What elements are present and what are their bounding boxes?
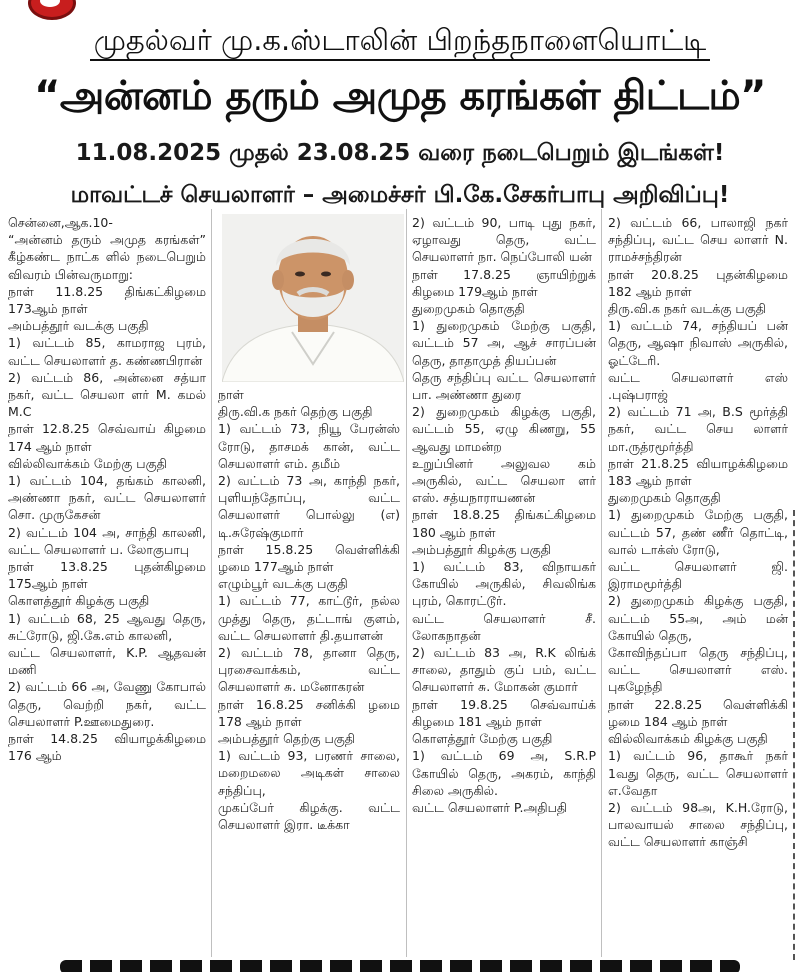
- article-paragraph: அம்பத்தூர் தெற்கு பகுதி: [218, 731, 356, 747]
- article-paragraph: 1) வட்டம் 93, பரணர் சாலை, மறைமலை அடிகள் சாலை சந்திப்பு,: [218, 748, 400, 798]
- article-paragraph: நாள் 16.8.25 சனிக்கி ழமை 178 ஆம் நாள்: [218, 696, 400, 729]
- minister-photo: [222, 214, 404, 382]
- article-paragraph: துறைமுகம் தொகுதி: [412, 301, 525, 317]
- article-paragraph: “அன்னம் தரும் அமுத கரங்கள்” கீழ்கண்ட நாட்க ளில் நடைபெறும் விவரம் பின்வருமாறு:: [8, 232, 206, 282]
- article-paragraph: 2) வட்டம் 104 அ, சாந்தி காலனி, வட்ட செயலாளர் ப. லோகுபாபு: [8, 524, 206, 557]
- article-paragraph: 1) வட்டம் 77, காட்டூர், நல்ல முத்து தெரு, தட்டாங் குளம், வட்ட செயலாளர் தி.தயாளன்: [218, 593, 400, 643]
- article-paragraph: 1) வட்டம் 96, தாகூர் நகர் 1வது தெரு, வட்ட செயலாளர் எ.வேதா: [608, 748, 788, 798]
- article-paragraph: வட்ட செயலாளர் எஸ் .புஷ்பராஜ்: [608, 369, 788, 403]
- article-paragraph: 2) வட்டம் 90, பாடி புது நகர், ஏழாவது தெரு, வட்ட செயலாளர் நா. நெப்போலி யன்: [412, 215, 596, 265]
- article-paragraph: வட்ட செயலாளர் ஜி. இராமமூர்த்தி: [608, 559, 788, 592]
- article-paragraph: கொளத்தூர் மேற்கு பகுதி: [412, 731, 553, 747]
- article-paragraph: நாள் 11.8.25 திங்கட்கிழமை 173ஆம் நாள்: [8, 283, 206, 317]
- masthead-logo: [28, 0, 76, 20]
- column-rule: [211, 209, 212, 957]
- article-paragraph: 2) துறைமுகம் கிழக்கு பகுதி, வட்டம் 55, ஏழு கிணறு, 55 ஆவது மாமன்ற: [412, 404, 596, 454]
- article-paragraph: நாள் 21.8.25 வியாழக்கிழமை 183 ஆம் நாள்: [608, 455, 788, 489]
- article-paragraph: தெரு சந்திப்பு வட்ட செயலாளர் பா. அண்ணா துரை: [412, 369, 596, 403]
- subheadline-announcement: மாவட்டச் செயலாளர் – அமைச்சர் பி.கே.சேகர்பாபு அறிவிப்பு!: [70, 182, 730, 208]
- article-paragraph: 2) வட்டம் 83 அ, R.K லிங்க் சாலை, தாதும் குப் பம், வட்ட செயலாளர் சு. மோகன் குமார்: [412, 645, 596, 695]
- article-paragraph: திரு.வி.க நகர் வடக்கு பகுதி: [608, 301, 766, 317]
- article-paragraph: நாள் 13.8.25 புதன்கிழமை 175ஆம் நாள்: [8, 559, 206, 592]
- column-rule: [406, 209, 407, 957]
- headline: “அன்னம் தரும் அமுத கரங்கள் திட்டம்”: [34, 73, 766, 119]
- article-paragraph: நாள் 17.8.25 ஞாயிற்றுக் கிழமை 179ஆம் நாள்: [412, 266, 596, 299]
- article-paragraph: 1) துறைமுகம் மேற்கு பகுதி, வட்டம் 57, தண் ணீர் தொட்டி, வால் டாக்ஸ் ரோடு,: [608, 507, 788, 557]
- article-paragraph: நாள் 18.8.25 திங்கட்கிழமை 180 ஆம் நாள்: [412, 507, 596, 540]
- article-paragraph: 2) வட்டம் 66, பாலாஜி நகர் சந்திப்பு, வட்ட செய லாளர் N. ராமச்சந்திரன்: [608, 215, 788, 265]
- article-paragraph: நாள் 22.8.25 வெள்ளிக்கி ழமை 184 ஆம் நாள்: [608, 696, 788, 729]
- article-column-1: [8, 214, 206, 765]
- subheadline-dates: 11.08.2025 முதல் 23.08.25 வரை நடைபெறும் இடங்கள்!: [75, 140, 725, 166]
- article-paragraph: 1) வட்டம் 69 அ, S.R.P கோயில் தெரு, அகரம், காந்தி சிலை அருகில்.: [412, 748, 596, 798]
- article-column-2: [218, 386, 400, 833]
- article-paragraph: நாள் 20.8.25 புதன்கிழமை 182 ஆம் நாள்: [608, 266, 788, 299]
- article-paragraph: நாள்: [218, 387, 244, 402]
- article-paragraph: நாள் 14.8.25 வியாழக்கிழமை 176 ஆம்: [8, 731, 206, 764]
- article-paragraph: அம்பத்தூர் வடக்கு பகுதி: [8, 318, 149, 334]
- article-paragraph: 2) வட்டம் 71 அ, B.S மூர்த்தி நகர், வட்ட செய லாளர் மா.ருத்ரமூர்த்தி: [608, 404, 788, 454]
- article-paragraph: சென்னை,ஆக.10-: [8, 215, 113, 230]
- article-paragraph: அம்பத்தூர் கிழக்கு பகுதி: [412, 541, 551, 557]
- article-paragraph: 2) துறைமுகம் கிழக்கு பகுதி, வட்டம் 55அ, அம் மன் கோயில் தெரு,: [608, 593, 788, 643]
- article-paragraph: 1) துறைமுகம் மேற்கு பகுதி, வட்டம் 57 அ, ஆச் சாரப்பன் தெரு, தாதாமுத் தியப்பன்: [412, 318, 596, 368]
- article-paragraph: நாள் 12.8.25 செவ்வாய் கிழமை 174 ஆம் நாள்: [8, 421, 206, 454]
- article-paragraph: கோவிந்தப்பா தெரு சந்திப்பு, வட்ட செயலாளர் எஸ். புகழேந்தி: [608, 645, 788, 695]
- article-paragraph: வில்லிவாக்கம் கிழக்கு பகுதி: [608, 731, 768, 747]
- article-paragraph: 2) வட்டம் 78, தானா தெரு, புரசைவாக்கம், வட்ட செயலாளர் சு. மனோகரன்: [218, 645, 400, 695]
- article-paragraph: 2) வட்டம் 98அ, K.H.ரோடு, பாலவாயல் சாலை சந்திப்பு, வட்ட செயலாளர் காஞ்சி: [608, 799, 788, 850]
- column-rule: [601, 209, 602, 957]
- kicker-line: முதல்வர் மு.க.ஸ்டாலின் பிறந்தநாளையொட்டி: [0, 22, 800, 58]
- article-paragraph: வில்லிவாக்கம் மேற்கு பகுதி: [8, 455, 167, 471]
- article-paragraph: 1) வட்டம் 104, தங்கம் காலனி, அண்ணா நகர், வட்ட செயலாளர் சொ. முருகேசன்: [8, 473, 206, 523]
- article-column-3: [412, 214, 596, 816]
- article-paragraph: 1) வட்டம் 85, காமராஜ புரம், வட்ட செயலாளர் த. கண்ணபிரான்: [8, 335, 206, 368]
- article-paragraph: 1) வட்டம் 74, சந்தியப் பன் தெரு, ஆஷா நிவாஸ் அருகில், ஓட்டேரி.: [608, 318, 788, 368]
- article-paragraph: திரு.வி.க நகர் தெற்கு பகுதி: [218, 404, 373, 420]
- article-paragraph: உறுப்பினர் அலுவல கம் அருகில், வட்ட செயலா ளர் எஸ். சத்யநாராயணன்: [412, 455, 596, 506]
- article-paragraph: நாள் 19.8.25 செவ்வாய்க் கிழமை 181 ஆம் நாள்: [412, 696, 596, 729]
- article-paragraph: எழும்பூர் வடக்கு பகுதி: [218, 576, 348, 592]
- cut-line: [793, 510, 795, 960]
- article-paragraph: நாள் 15.8.25 வெள்ளிக்கி ழமை 177ஆம் நாள்: [218, 541, 400, 575]
- article-paragraph: வட்ட செயலாளர், K.P. ஆதவன் மணி: [8, 645, 206, 678]
- article-paragraph: வட்ட செயலாளர் சீ. லோகநாதன்: [412, 610, 596, 643]
- article-paragraph: கொளத்தூர் கிழக்கு பகுதி: [8, 593, 150, 609]
- article-paragraph: 2) வட்டம் 73 அ, காந்தி நகர், புளியந்தோப்பு, வட்ட செயலாளர் பொல்லு (எ) டி.சுரேஷ்குமார்: [218, 473, 400, 540]
- article-paragraph: 1) வட்டம் 83, விநாயகர் கோயில் அருகில், சிவலிங்க புரம், கொரட்டூர்.: [412, 559, 596, 609]
- article-column-4: [608, 214, 788, 851]
- next-headline-strip: [0, 958, 800, 972]
- article-paragraph: 1) வட்டம் 73, நியூ பேரன்ஸ் ரோடு, தாசமக் கான், வட்ட செயலாளர் எம். தமீம்: [218, 421, 400, 471]
- article-paragraph: வட்ட செயலாளர் P.அதிபதி: [412, 799, 568, 815]
- article-paragraph: 1) வட்டம் 68, 25 ஆவது தெரு, சுட்ரோடு, ஜி.கே.எம் காலனி,: [8, 610, 206, 643]
- article-paragraph: 2) வட்டம் 66 அ, வேணு கோபால் தெரு, வெற்றி நகர், வட்ட செயலாளர் P.ஊமைதுரை.: [8, 679, 206, 729]
- article-paragraph: முகப்பேர் கிழக்கு. வட்ட செயலாளர் இரா. டீக்கா: [218, 799, 400, 833]
- article-paragraph: துறைமுகம் தொகுதி: [608, 490, 721, 506]
- article-paragraph: 2) வட்டம் 86, அன்னை சத்யா நகர், வட்ட செயலா ளர் M. கமல் M.C: [8, 369, 206, 420]
